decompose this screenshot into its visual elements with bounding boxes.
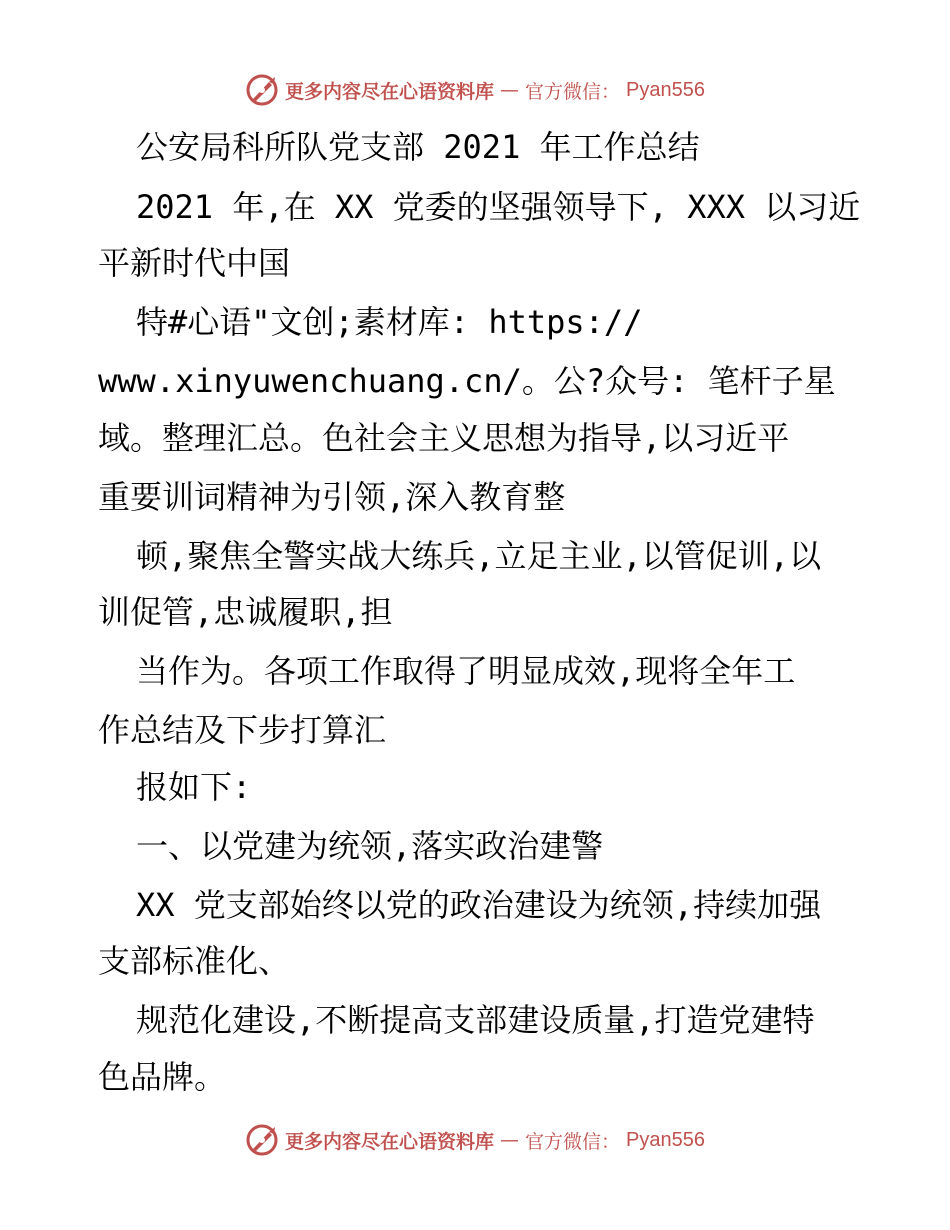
quill-pen-logo-icon <box>245 73 279 107</box>
footer-banner <box>0 1120 950 1160</box>
paragraph-line: 支部标准化、 <box>98 942 291 980</box>
wechat-label: 官方微信： <box>525 80 621 103</box>
header-banner <box>0 70 950 110</box>
document-title: 公安局科所队党支部 2021 年工作总结 <box>136 128 700 166</box>
paragraph-line: XX 党支部始终以党的政治建设为统领,持续加强 <box>136 886 822 924</box>
section-heading: 一、以党建为统领,落实政治建警 <box>136 827 604 865</box>
footer-banner-content <box>245 1123 705 1157</box>
banner-dash: — <box>500 79 520 101</box>
quill-pen-logo-icon <box>245 1123 279 1157</box>
paragraph-line: 域。整理汇总。色社会主义思想为指导,以习近平 <box>98 419 790 457</box>
brand-text: 更多内容尽在心语资料库 <box>285 1130 495 1153</box>
paragraph-line: 规范化建设,不断提高支部建设质量,打造党建特 <box>136 1001 815 1039</box>
paragraph-line: 作总结及下步打算汇 <box>98 711 387 749</box>
paragraph-line: 2021 年,在 XX 党委的坚强领导下, XXX 以习近 <box>136 188 861 226</box>
paragraph-line: 报如下: <box>136 768 252 806</box>
brand-text: 更多内容尽在心语资料库 <box>285 80 495 103</box>
wechat-label: 官方微信： <box>525 1130 621 1153</box>
wechat-id: Pyan556 <box>626 1128 705 1151</box>
paragraph-line: 特#心语"文创;素材库: https:// <box>136 303 643 341</box>
wechat-id: Pyan556 <box>626 78 705 101</box>
paragraph-line: 顿,聚焦全警实战大练兵,立足主业,以管促训,以 <box>136 537 822 575</box>
paragraph-line: 平新时代中国 <box>98 244 291 282</box>
header-banner-content <box>245 73 705 107</box>
paragraph-line: www.xinyuwenchuang.cn/。公?众号: 笔杆子星 <box>98 362 836 400</box>
paragraph-line: 色品牌。 <box>98 1058 227 1096</box>
paragraph-line: 当作为。各项工作取得了明显成效,现将全年工 <box>136 652 796 690</box>
paragraph-line: 重要训词精神为引领,深入教育整 <box>98 478 566 516</box>
paragraph-line: 训促管,忠诚履职,担 <box>98 593 393 631</box>
banner-dash: — <box>500 1129 520 1151</box>
